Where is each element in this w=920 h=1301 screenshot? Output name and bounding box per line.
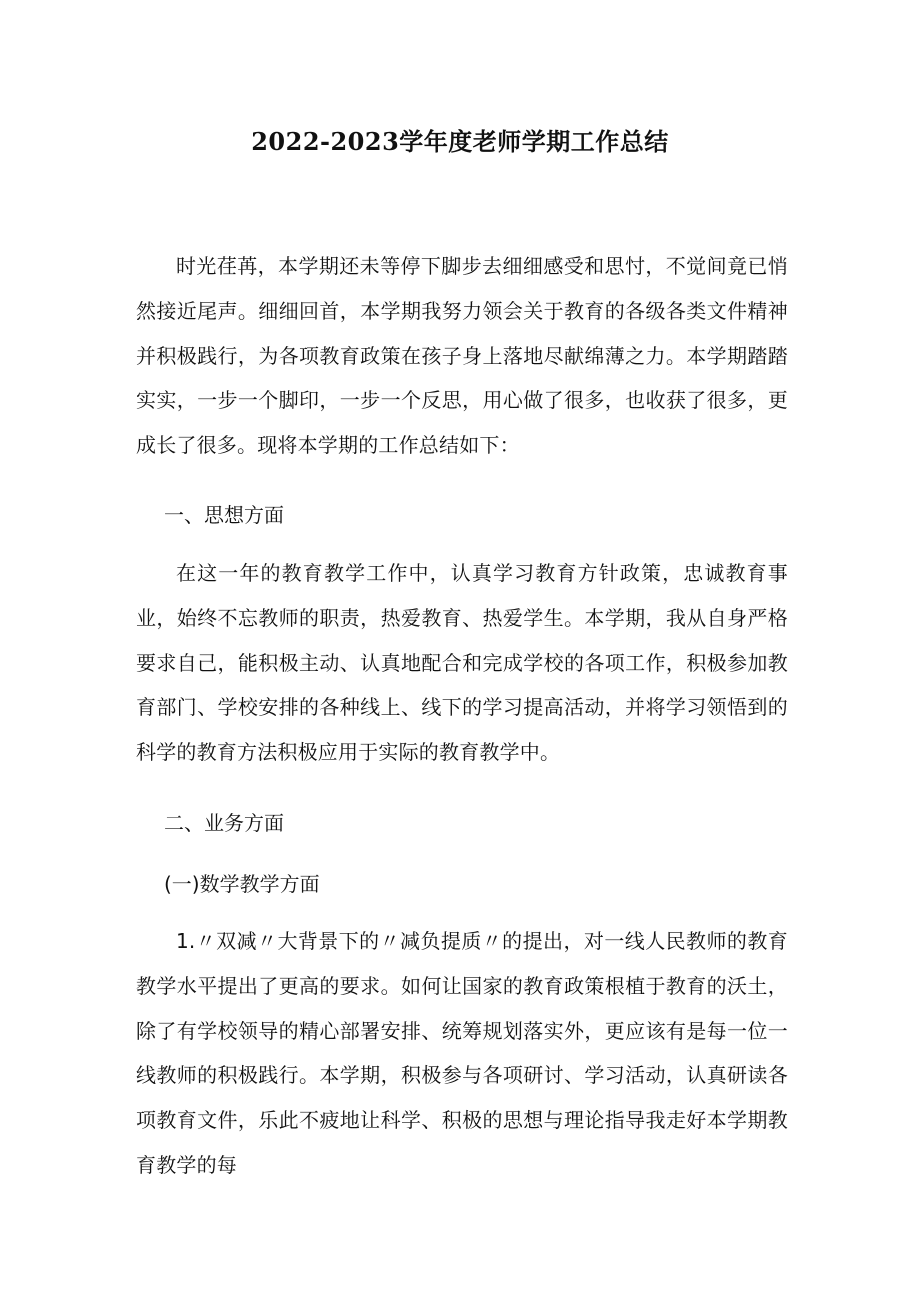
intro-paragraph: 时光荏苒，本学期还未等停下脚步去细细感受和思忖，不觉间竟已悄然接近尾声。细细回首，本学期我努力领会关于教育的各级各类文件精神并积极践行，为各项教育政策在孩子身上落地尽献绵薄之力。本学期踏踏实实，一步一个脚印，一步一个反思，用心做了很多，也收获了很多，更成长了很多。现将本学期的工作总结如下： bbox=[136, 254, 788, 458]
document-title: 2022-2023学年度老师学期工作总结 bbox=[251, 127, 669, 156]
section-heading-business: 二、业务方面 bbox=[164, 811, 284, 835]
ideology-paragraph: 在这一年的教育教学工作中，认真学习教育方针政策，忠诚教育事业，始终不忘教师的职责，热爱教育、热爱学生。本学期，我从自身严格要求自己，能积极主动、认真地配合和完成学校的各项工作，积极参加教育部门、学校安排的各种线上、线下的学习提高活动，并将学习领悟到的科学的教育方法积极应用于实际的教育教学中。 bbox=[136, 561, 788, 765]
section-heading-ideology: 一、思想方面 bbox=[164, 503, 284, 527]
math-item-paragraph: 1.〃双减〃大背景下的〃减负提质〃的提出，对一线人民教师的教育教学水平提出了更高的要求。如何让国家的教育政策根植于教育的沃土，除了有学校领导的精心部署安排、统筹规划落实外，更应该有是每一位一线教师的积极践行。本学期，积极参与各项研讨、学习活动，认真研读各项教育文件，乐此不疲地让科学、积极的思想与理论指导我走好本学期教育教学的每 bbox=[136, 929, 788, 1177]
subsection-heading-math: (一)数学教学方面 bbox=[164, 872, 320, 896]
